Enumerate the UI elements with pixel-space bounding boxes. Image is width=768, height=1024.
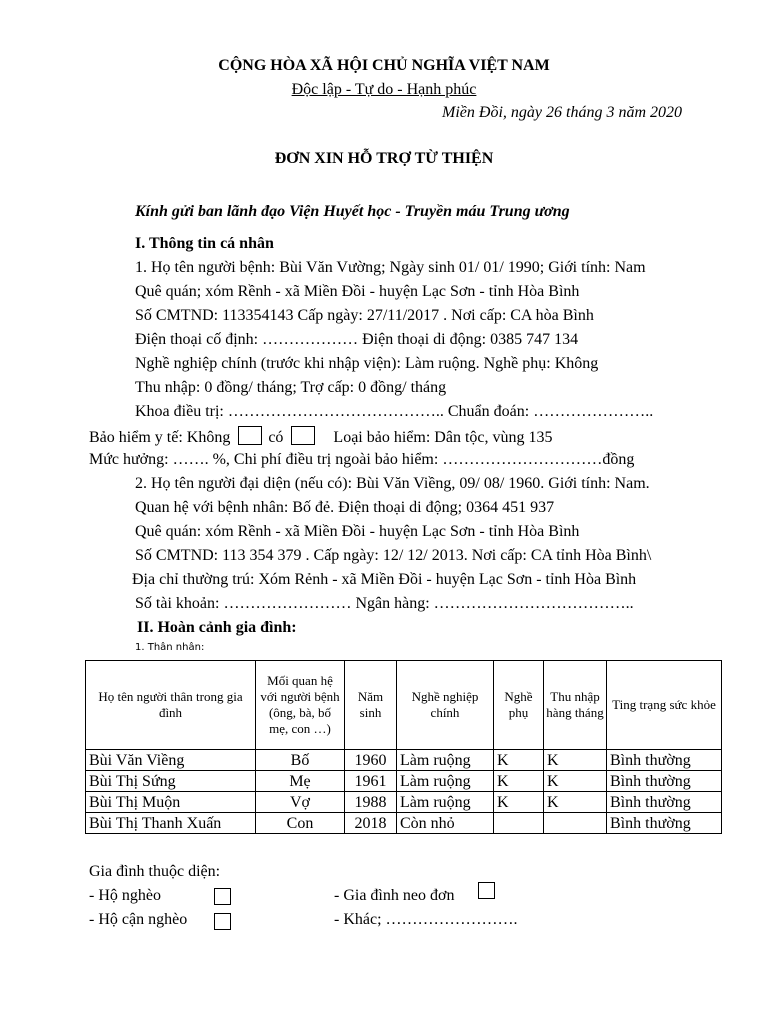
document-title: ĐƠN XIN HỖ TRỢ TỪ THIỆN <box>274 150 494 167</box>
poor-household-option <box>89 886 161 906</box>
representative-hometown-line: Quê quán: xóm Rềnh - xã Miền Đồi - huyện Lạc Sơn - tỉnh Hòa Bình <box>135 523 580 540</box>
cell-name: Bùi Văn Viềng <box>86 750 256 771</box>
representative-id-line: Số CMTND: 113 354 379 . Cấp ngày: 12/ 12/ 2013. Nơi cấp: CA tỉnh Hòa Bình\ <box>135 547 652 564</box>
cell-main-job: Làm ruộng <box>397 792 494 813</box>
cell-side-job: K <box>494 792 544 813</box>
table-header-row <box>86 661 722 750</box>
insurance-yes-label: có <box>268 429 284 446</box>
col-header-side-job: Nghề phụ <box>494 661 544 750</box>
section2-heading: II. Hoàn cảnh gia đình: <box>137 619 297 636</box>
table-row <box>86 792 722 813</box>
col-header-birth-year: Năm sinh <box>345 661 397 750</box>
cell-name: Bùi Thị Sứng <box>86 771 256 792</box>
cell-relation: Con <box>256 813 345 834</box>
cell-main-job: Làm ruộng <box>397 771 494 792</box>
cell-main-job: Còn nhỏ <box>397 813 494 834</box>
lonely-family-label: - Gia đình neo đơn <box>334 887 455 904</box>
cell-health: Bình thường <box>607 750 722 771</box>
cell-side-job: K <box>494 771 544 792</box>
representative-relation-line: Quan hệ với bệnh nhân: Bố đẻ. Điện thoại di động; 0364 451 937 <box>135 499 555 516</box>
coverage-line: Mức hưởng: ……. %, Chi phí điều trị ngoài bảo hiểm: …………………………đồng <box>89 451 635 468</box>
relatives-subheading: 1. Thân nhân: <box>135 642 205 653</box>
bank-account-line: Số tài khoản: …………………… Ngân hàng: ……………………………….. <box>135 595 634 612</box>
representative-info-line: 2. Họ tên người đại diện (nếu có): Bùi Văn Viềng, 09/ 08/ 1960. Giới tính: Nam. <box>135 475 650 492</box>
cell-birth-year: 1988 <box>345 792 397 813</box>
cell-relation: Mẹ <box>256 771 345 792</box>
cell-income <box>544 813 607 834</box>
insurance-no-checkbox[interactable] <box>238 426 262 445</box>
family-type-label: Gia đình thuộc diện: <box>89 863 221 880</box>
poor-household-checkbox[interactable] <box>214 888 231 905</box>
patient-phone-line: Điện thoại cố định: ……………… Điện thoại di động: 0385 747 134 <box>135 331 579 348</box>
near-poor-household-checkbox[interactable] <box>214 913 231 930</box>
motto <box>0 80 768 100</box>
insurance-type: Loại bảo hiểm: Dân tộc, vùng 135 <box>333 429 553 446</box>
lonely-family-option <box>334 886 454 906</box>
patient-treatment-line: Khoa điều trị: ………………………………….. Chuẩn đoán: ………………….. <box>135 403 654 420</box>
col-header-name: Họ tên người thân trong gia đình <box>86 661 256 750</box>
table-row <box>86 750 722 771</box>
lonely-family-checkbox[interactable] <box>478 882 495 899</box>
cell-name: Bùi Thị Muộn <box>86 792 256 813</box>
col-header-main-job: Nghề nghiệp chính <box>397 661 494 750</box>
cell-main-job: Làm ruộng <box>397 750 494 771</box>
cell-income: K <box>544 750 607 771</box>
cell-side-job <box>494 813 544 834</box>
insurance-label: Bảo hiểm y tế: Không <box>89 429 231 446</box>
salutation: Kính gửi ban lãnh đạo Viện Huyết học - Truyền máu Trung ương <box>135 203 570 220</box>
cell-side-job: K <box>494 750 544 771</box>
relatives-table <box>85 660 722 834</box>
insurance-yes-checkbox[interactable] <box>291 426 315 445</box>
other-option: - Khác; ……………………. <box>334 911 518 928</box>
cell-health: Bình thường <box>607 813 722 834</box>
near-poor-household-option <box>89 910 187 930</box>
representative-address-line: Địa chỉ thường trú: Xóm Rẻnh - xã Miền Đồi - huyện Lạc Sơn - tỉnh Hòa Bình <box>132 571 637 588</box>
poor-household-label: - Hộ nghèo <box>89 887 161 904</box>
cell-birth-year: 2018 <box>345 813 397 834</box>
national-title: CỘNG HÒA XÃ HỘI CHỦ NGHĨA VIỆT NAM <box>218 57 550 74</box>
cell-birth-year: 1961 <box>345 771 397 792</box>
motto-text: Độc lập - Tự do - Hạnh phúc <box>291 81 477 98</box>
place-date: Miền Đồi, ngày 26 tháng 3 năm 2020 <box>442 104 682 121</box>
patient-id-line: Số CMTND: 113354143 Cấp ngày: 27/11/2017 . Nơi cấp: CA hòa Bình <box>135 307 594 324</box>
cell-birth-year: 1960 <box>345 750 397 771</box>
patient-income-line: Thu nhập: 0 đồng/ tháng; Trợ cấp: 0 đồng/ tháng <box>135 379 447 396</box>
col-header-income: Thu nhập hàng tháng <box>544 661 607 750</box>
cell-income: K <box>544 771 607 792</box>
table-row <box>86 813 722 834</box>
patient-info-line: 1. Họ tên người bệnh: Bùi Văn Vường; Ngày sinh 01/ 01/ 1990; Giới tính: Nam <box>135 259 646 276</box>
insurance-line <box>89 426 552 448</box>
cell-income: K <box>544 792 607 813</box>
cell-relation: Bố <box>256 750 345 771</box>
table-row <box>86 771 722 792</box>
near-poor-household-label: - Hộ cận nghèo <box>89 911 188 928</box>
col-header-health: Ting trạng sức khỏe <box>607 661 722 750</box>
cell-health: Bình thường <box>607 792 722 813</box>
section1-heading: I. Thông tin cá nhân <box>135 235 274 252</box>
patient-occupation-line: Nghề nghiệp chính (trước khi nhập viện): Làm ruộng. Nghề phụ: Không <box>135 355 599 372</box>
cell-name: Bùi Thị Thanh Xuấn <box>86 813 256 834</box>
col-header-relation: Mối quan hệ với người bệnh (ông, bà, bố mẹ, con …) <box>256 661 345 750</box>
patient-hometown-line: Quê quán; xóm Rềnh - xã Miền Đồi - huyện Lạc Sơn - tỉnh Hòa Bình <box>135 283 580 300</box>
cell-health: Bình thường <box>607 771 722 792</box>
cell-relation: Vợ <box>256 792 345 813</box>
